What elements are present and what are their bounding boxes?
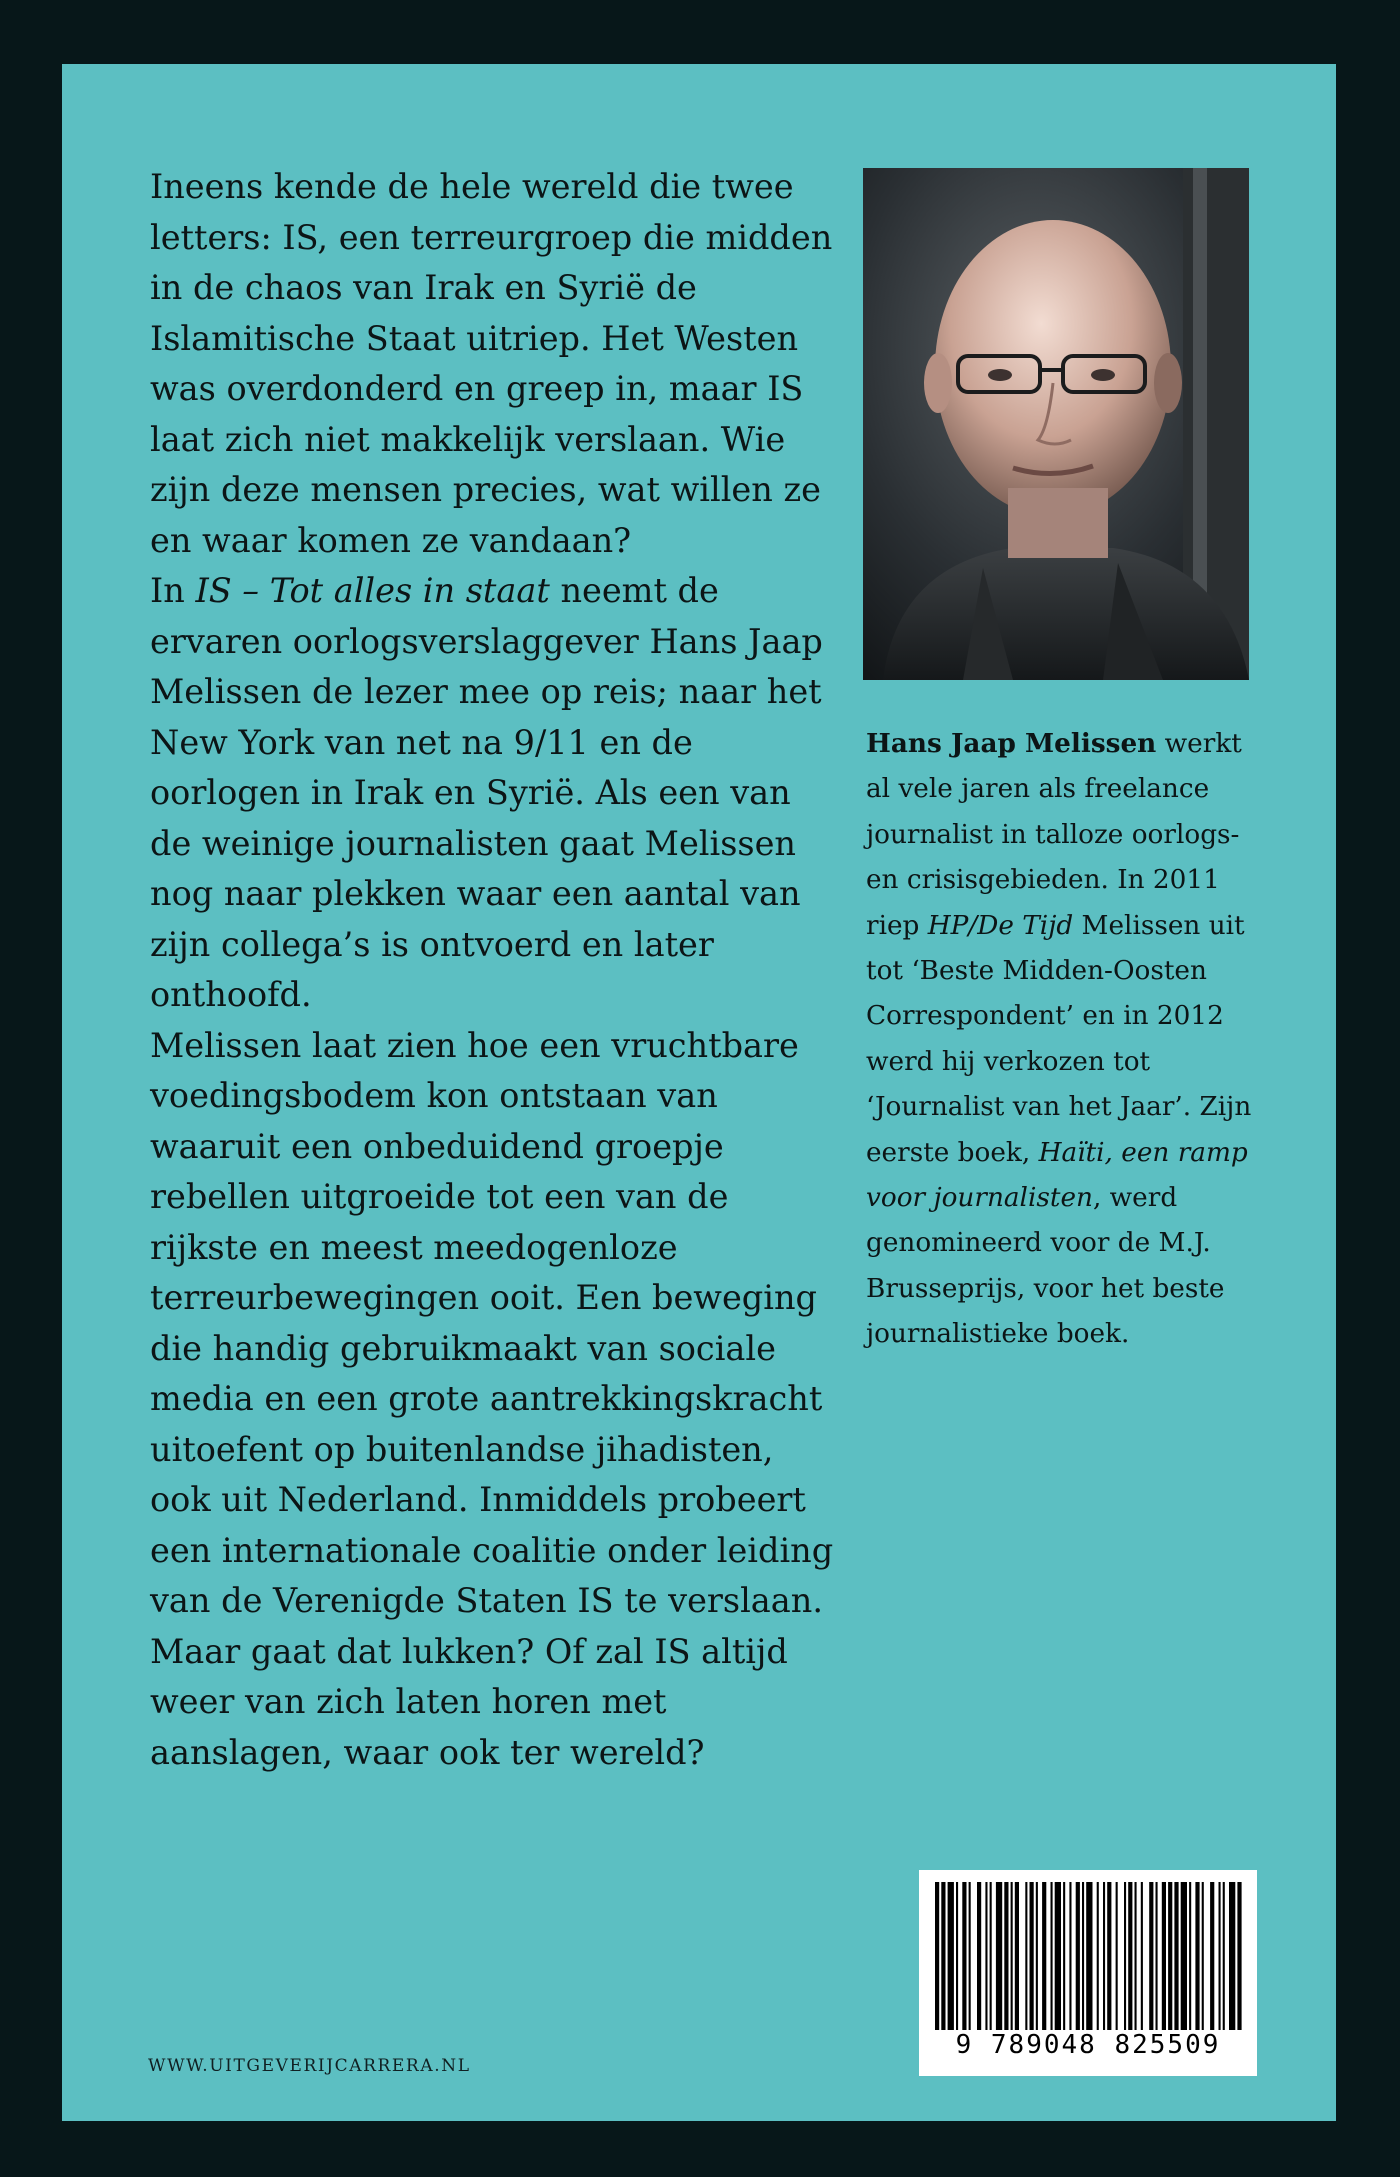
barcode-bar bbox=[1202, 1882, 1204, 2030]
author-bio-paragraph bbox=[866, 721, 1261, 1358]
barcode-bar bbox=[1082, 1882, 1084, 2030]
barcode-bar bbox=[1030, 1882, 1034, 2030]
barcode-bar bbox=[1162, 1882, 1166, 2030]
barcode-bar bbox=[996, 1882, 1002, 2030]
barcode-bar bbox=[1063, 1882, 1065, 2030]
barcode-bar bbox=[1124, 1882, 1126, 2030]
barcode-bar bbox=[1237, 1882, 1241, 2030]
isbn-number: 9 789048 825509 bbox=[955, 2030, 1221, 2060]
barcode-bar bbox=[1004, 1882, 1008, 2030]
previous-book-title: Haïti, een ramp voor journalisten bbox=[866, 1137, 1248, 1214]
barcode-bar bbox=[1036, 1882, 1038, 2030]
author-photo-illustration bbox=[863, 168, 1249, 680]
publisher-website: WWW.UITGEVERIJCARRERA.NL bbox=[148, 2056, 471, 2076]
barcode-bar bbox=[1181, 1882, 1187, 2030]
barcode-bar bbox=[1174, 1882, 1178, 2030]
barcode-bar bbox=[962, 1882, 966, 2030]
barcode-bar bbox=[1135, 1882, 1137, 2030]
barcode-bar bbox=[1229, 1882, 1235, 2030]
barcode-bar bbox=[1156, 1882, 1158, 2030]
author-name: Hans Jaap Melissen bbox=[866, 728, 1157, 759]
barcode-bar bbox=[1219, 1882, 1221, 2030]
barcode-bar bbox=[1086, 1882, 1092, 2030]
barcode-bar bbox=[1076, 1882, 1080, 2030]
barcode-bar bbox=[1011, 1882, 1013, 2030]
barcode-bar bbox=[1103, 1882, 1105, 2030]
barcode-bar bbox=[935, 1882, 939, 2030]
blurb-text bbox=[150, 162, 840, 1778]
author-bio bbox=[866, 721, 1261, 1358]
book-back-cover bbox=[62, 64, 1336, 2121]
blurb-paragraph-1: Ineens kende de hele wereld die twee letters: IS, een terreurgroep die midden in de chaos van Irak en Syrië de Islamitische Staat uitriep. Het Westen was overdonderd en greep in, maar IS laat zich niet makkelijk verslaan. Wie zijn deze mensen precies, wat willen ze en waar komen ze vandaan? bbox=[150, 167, 833, 560]
barcode-bar bbox=[1168, 1882, 1172, 2030]
isbn-barcode bbox=[919, 1870, 1257, 2076]
barcode-bar bbox=[956, 1882, 958, 2030]
barcode-bar bbox=[985, 1882, 987, 2030]
barcode-bar bbox=[1141, 1882, 1143, 2030]
book-title: IS – Tot alles in staat bbox=[195, 571, 550, 610]
barcode-bar bbox=[1107, 1882, 1111, 2030]
barcode-bar bbox=[1042, 1882, 1046, 2030]
blurb-p2-rest: neemt de ervaren oorlogsverslaggever Hans Jaap Melissen de lezer mee op reis; naar het New York van net na 9/11 en de oorlogen in Irak en Syrië. Als een van de weinige journalisten gaat Melissen nog naar plekken waar een aantal van zijn collega’s is ontvoerd en later onthoofd. bbox=[150, 571, 823, 1014]
barcode-bar bbox=[1051, 1882, 1053, 2030]
barcode-bar bbox=[1149, 1882, 1153, 2030]
barcode-bar bbox=[1189, 1882, 1191, 2030]
bio-text-2: Melissen uit tot ‘Beste Midden-Oosten Correspondent’ en in 2012 werd hij verkozen tot ‘Journalist van het Jaar’. Zijn eerste boek, bbox=[866, 910, 1252, 1168]
barcode-bar bbox=[990, 1882, 992, 2030]
barcode-bar bbox=[969, 1882, 971, 2030]
barcode-bar bbox=[1195, 1882, 1199, 2030]
barcode-bar bbox=[1223, 1882, 1225, 2030]
barcode-bar bbox=[1069, 1882, 1071, 2030]
barcode-bar bbox=[948, 1882, 954, 2030]
blurb-paragraph-3: Melissen laat zien hoe een vruchtbare voedingsbodem kon ontstaan van waaruit een onbeduidend groepje rebellen uitgroeide tot een van de rijkste en meest meedogenloze terreurbewegingen ooit. Een beweging die handig gebruikmaakt van sociale media en een grote aantrekkingskracht uitoefent op buitenlandse jihadisten, ook uit Nederland. Inmiddels probeert een internationale coalitie onder leiding van de Verenigde Staten IS te verslaan. Maar gaat dat lukken? Of zal IS altijd weer van zich laten horen met aanslagen, waar ook ter wereld? bbox=[150, 1025, 834, 1772]
author-portrait bbox=[863, 168, 1249, 680]
blurb-p2-prefix: In bbox=[150, 571, 196, 610]
bio-text-3: , werd genomineerd voor de M.J. Brusseprijs, voor het beste journalistieke boek. bbox=[866, 1183, 1225, 1350]
barcode-bar bbox=[1128, 1882, 1132, 2030]
barcode-bar bbox=[1015, 1882, 1019, 2030]
magazine-name: HP/De Tijd bbox=[927, 910, 1074, 941]
barcode-bar bbox=[1025, 1882, 1027, 2030]
barcode-bar bbox=[1055, 1882, 1061, 2030]
barcode-bar bbox=[1210, 1882, 1214, 2030]
bio-text-1: werkt al vele jaren als freelance journalist in talloze oorlogs- en crisisgebieden. In 2011 riep bbox=[866, 729, 1242, 941]
barcode-bar bbox=[977, 1882, 981, 2030]
barcode-bar bbox=[941, 1882, 945, 2030]
barcode-bar bbox=[1097, 1882, 1099, 2030]
barcode-bars bbox=[929, 1882, 1247, 2030]
barcode-bar bbox=[1116, 1882, 1118, 2030]
blurb-paragraph-2 bbox=[150, 566, 840, 1021]
